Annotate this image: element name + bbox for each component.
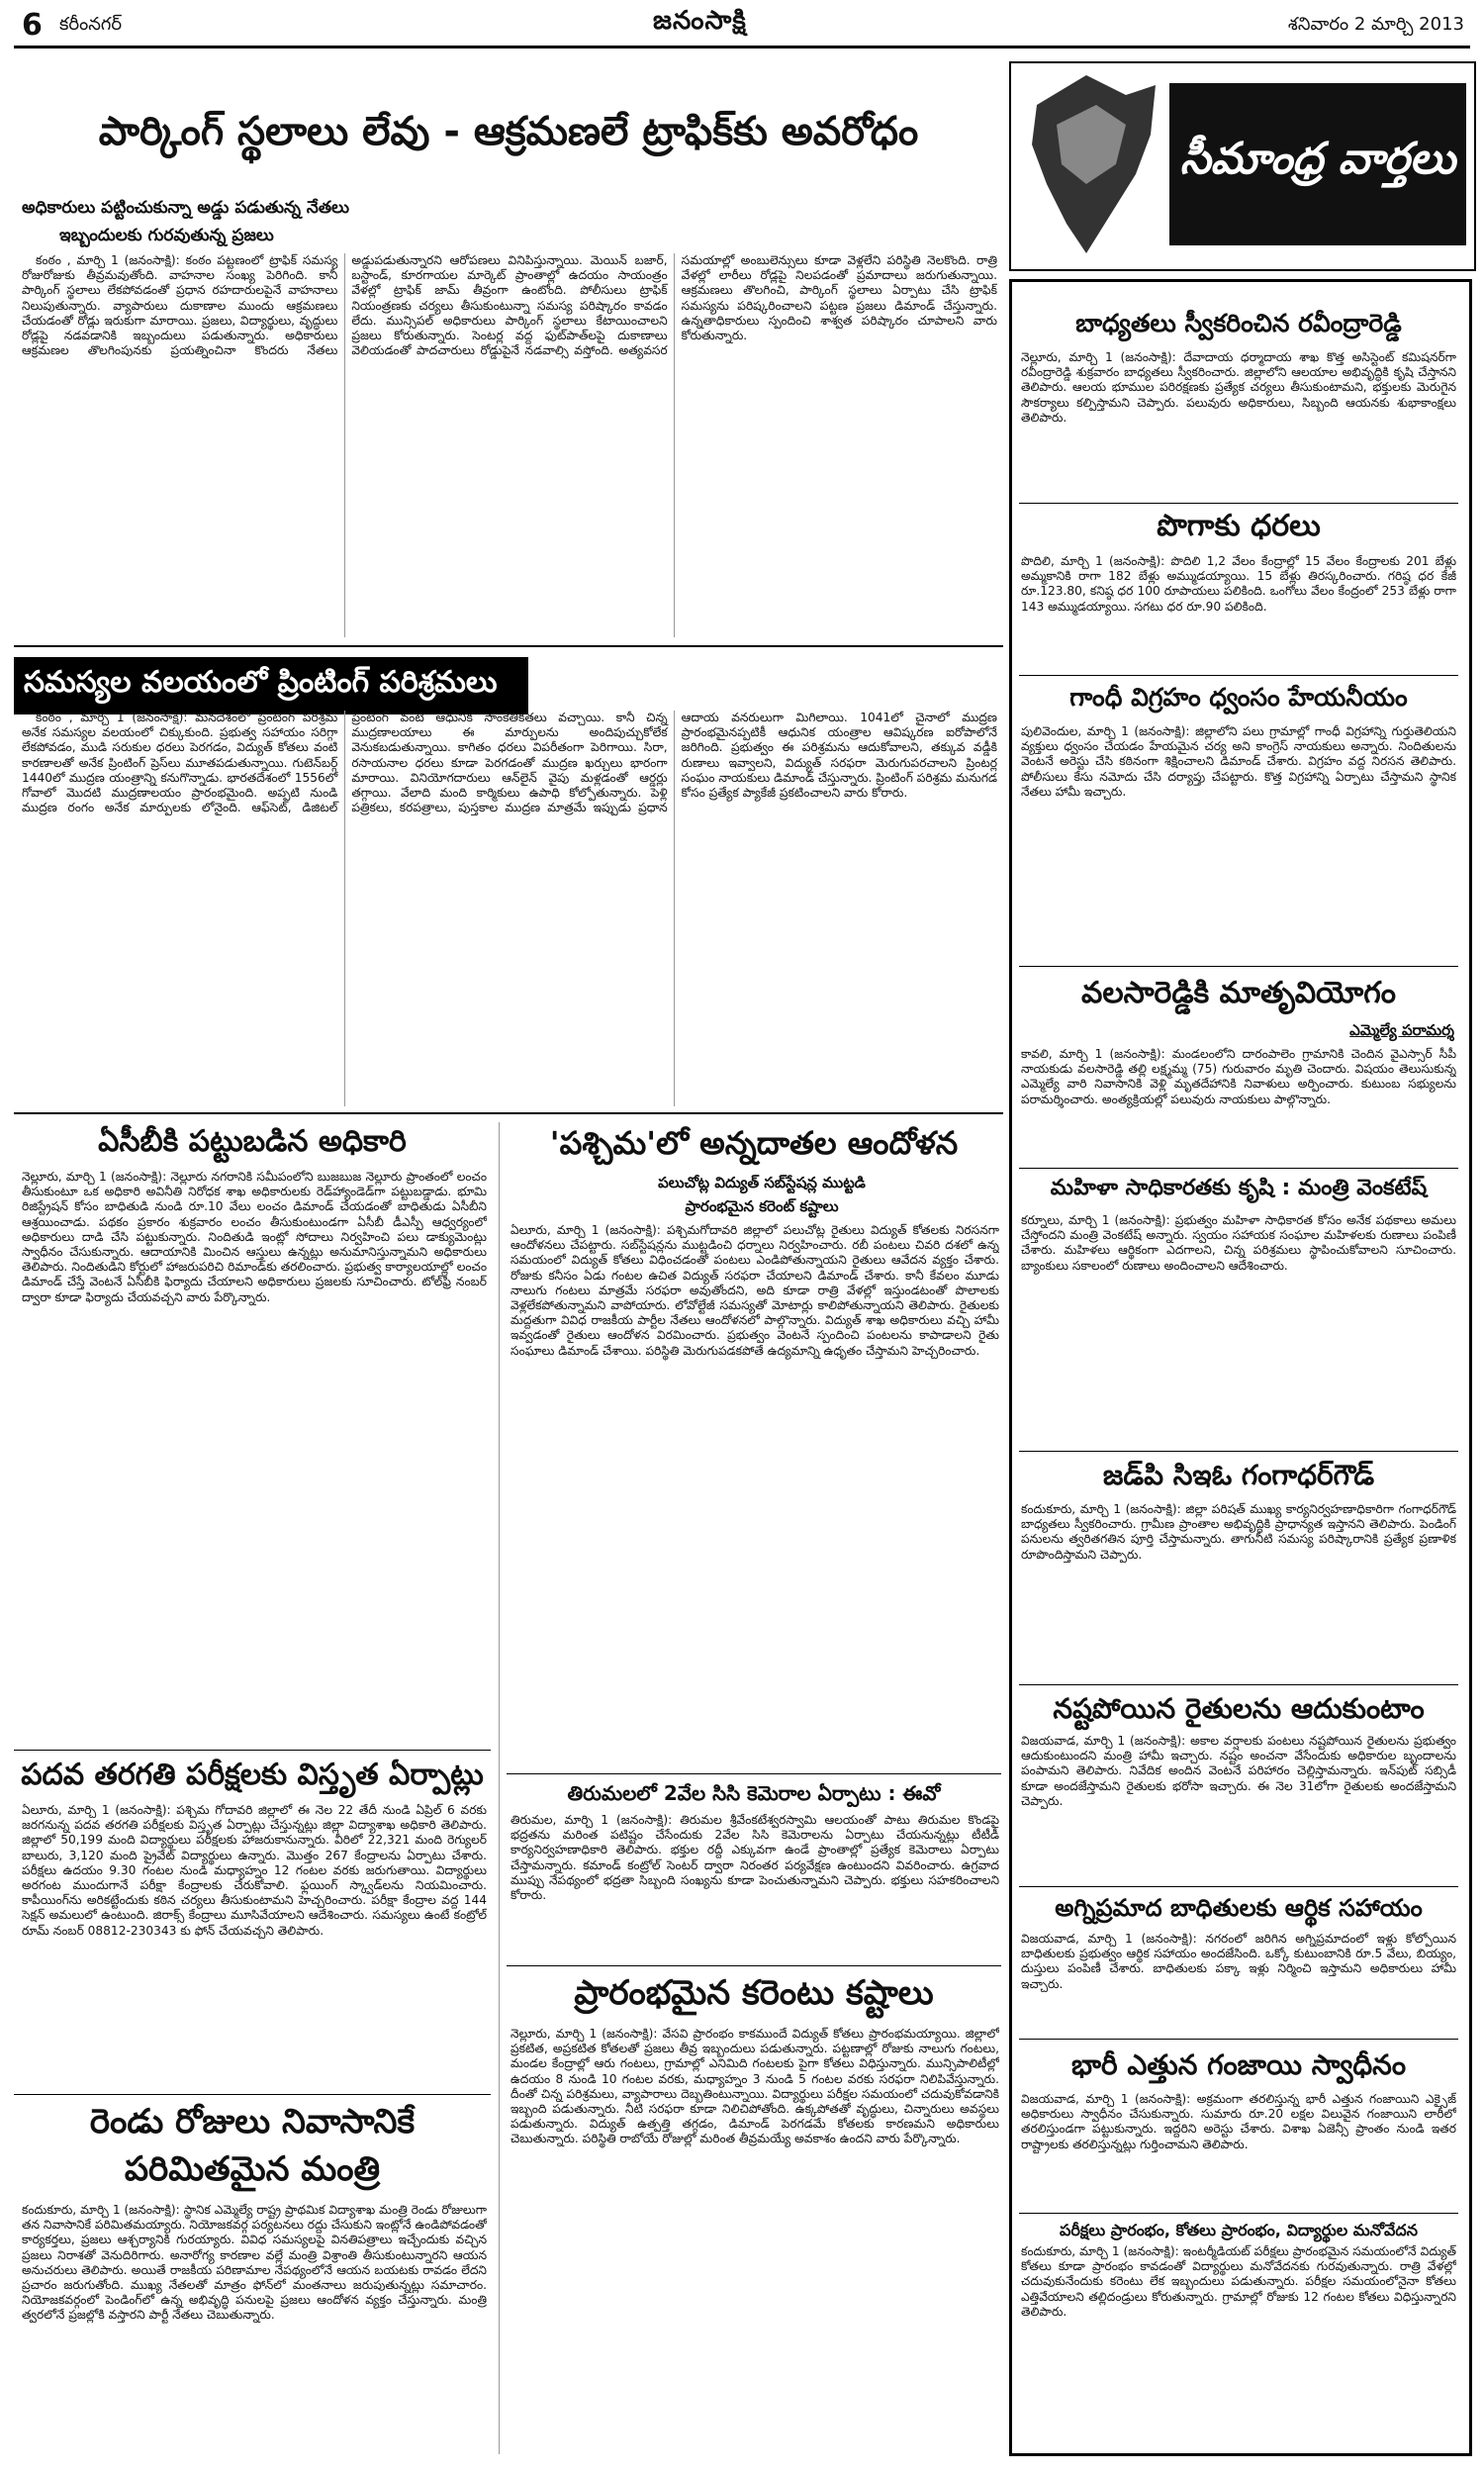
right-10-body: కందుకూరు, మార్చి 1 (జనంసాక్షి): ఇంటర్మీడియట్ పరీక్షలు ప్రారంభమైన సమయంలోనే విద్యుత్ కోతలు కూడా ప్రారంభం కావడంతో విద్యార్థులు మనోవేదనకు గురవుతున్నారు. రాత్రి వేళల్లో చదువుకునేందుకు కరెంటు లేక ఇబ్బందులు పడుతున్నారు. పరీక్షల సమయంలోనైనా కోతలు ఎత్తివేయాలని తల్లిదండ్రులు కోరుతున్నారు. గ్రామాల్లో రోజుకు 12 గంటల కోతలు విధిస్తున్నారని తెలిపారు. xyxy=(1021,2244,1456,2319)
lead-body xyxy=(22,253,997,637)
right-10-headline: పరీక్షలు ప్రారంభం, కోతలు ప్రారంభం, విద్యార్థుల మనోవేదన xyxy=(1060,2221,1418,2239)
right-8-body: విజయవాడ, మార్చి 1 (జనంసాక్షి): నగరంలో జరిగిన అగ్నిప్రమాదంలో ఇళ్లు కోల్పోయిన బాధితులకు ప్రభుత్వం ఆర్థిక సహాయం అందజేసింది. ఒక్కో కుటుంబానికి రూ.5 వేలు, బియ్యం, దుస్తులు పంపిణీ చేశారు. బాధితులకు పక్కా ఇళ్లు నిర్మించి ఇస్తామని అధికారులు హామీ ఇచ్చారు. xyxy=(1021,1932,1456,1991)
farmers-subhead-2: ప్రారంభమైన కరెంట్ కష్టాలు xyxy=(685,1197,839,1215)
right-7-body: విజయవాడ, మార్చి 1 (జనంసాక్షి): అకాల వర్షాలకు పంటలు నష్టపోయిన రైతులను ప్రభుత్వం ఆదుకుంటుందని మంత్రి హామీ ఇచ్చారు. నష్టం అంచనా వేసేందుకు అధికారుల బృందాలను పంపామని తెలిపారు. నివేదిక అందిన వెంటనే పరిహారం చెల్లిస్తామన్నారు. ఇన్‌పుట్ సబ్సిడీ కూడా అందజేస్తామని రైతులకు భరోసా ఇచ్చారు. ఈ నెల 31లోగా రైతులకు అందజేస్తామని చెప్పారు. xyxy=(1021,1734,1456,1808)
right-3-body: పులివెందుల, మార్చి 1 (జనంసాక్షి): జిల్లాలోని పలు గ్రామాల్లో గాంధీ విగ్రహాన్ని గుర్తుతెలియని వ్యక్తులు ధ్వంసం చేయడం హేయమైన చర్య అని కాంగ్రెస్ నాయకులు అన్నారు. నిందితులను వెంటనే అరెస్టు చేసి కఠినంగా శిక్షించాలని డిమాండ్ చేశారు. విగ్రహం వద్ద నిరసన తెలిపారు. పోలీసులు కేసు నమోదు చేసి దర్యాప్తు చేపట్టారు. కొత్త విగ్రహాన్ని ఏర్పాటు చేస్తామని స్థానిక నేతలు హామీ ఇచ్చారు. xyxy=(1021,724,1456,799)
right-divider xyxy=(1019,1451,1458,1452)
seemandhra-banner xyxy=(1009,61,1476,271)
right-divider xyxy=(1019,503,1458,504)
minister-headline-1: రెండు రోజులు నివాసానికే xyxy=(89,2102,416,2141)
printing-body xyxy=(22,711,997,1106)
right-4-body: కావలి, మార్చి 1 (జనంసాక్షి): మండలంలోని దారంపాలెం గ్రామానికి చెందిన వైఎస్సార్ సీపీ నాయకుడు వలసారెడ్డి తల్లి లక్ష్మమ్మ (75) గురువారం మృతి చెందారు. విషయం తెలుసుకున్న ఎమ్మెల్యే వారి నివాసానికి వెళ్లి మృతదేహానికి నివాళులు అర్పించారు. కుటుంబ సభ్యులను పరామర్శించారు. అంత్యక్రియల్లో పలువురు నాయకులు పాల్గొన్నారు. xyxy=(1021,1047,1456,1106)
right-divider xyxy=(1019,1168,1458,1169)
right-7-headline: నష్టపోయిన రైతులను ఆదుకుంటాం xyxy=(1053,1692,1425,1725)
section-rule xyxy=(14,645,1003,647)
right-divider xyxy=(1019,1886,1458,1887)
right-3-headline: గాంధీ విగ్రహం ధ్వంసం హేయనీయం xyxy=(1069,683,1408,712)
right-divider xyxy=(1019,2039,1458,2040)
right-1-body: నెల్లూరు, మార్చి 1 (జనంసాక్షి): దేవాదాయ ధర్మాదాయ శాఖ కొత్త అసిస్టెంట్ కమిషనర్‌గా రవీంద్రారెడ్డి శుక్రవారం బాధ్యతలు స్వీకరించారు. జిల్లాలోని ఆలయాల అభివృద్ధికి కృషి చేస్తానని తెలిపారు. ఆలయ భూముల పరిరక్షణకు ప్రత్యేక చర్యలు తీసుకుంటామని, భక్తులకు మెరుగైన సౌకర్యాలు కల్పిస్తామని చెప్పారు. పలువురు అధికారులు, సిబ్బంది ఆయనకు శుభాకాంక్షలు తెలిపారు. xyxy=(1021,350,1456,425)
cctv-body: తిరుమల, మార్చి 1 (జనంసాక్షి): తిరుమల శ్రీవేంకటేశ్వరస్వామి ఆలయంతో పాటు తిరుమల కొండపై భద్రతను మరింత పటిష్టం చేసేందుకు 2వేల సిసి కెమెరాలను ఏర్పాటు చేయనున్నట్లు టీటీడీ కార్యనిర్వహణాధికారి తెలిపారు. భక్తుల రద్దీ ఎక్కువగా ఉండే ప్రాంతాల్లో ప్రత్యేక కెమెరాలు ఏర్పాటు చేస్తామన్నారు. కమాండ్ కంట్రోల్ సెంటర్ ద్వారా నిరంతర పర్యవేక్షణ ఉంటుందని వివరించారు. ఉగ్రవాద ముప్పు నేపథ్యంలో భద్రతా సిబ్బంది సంఖ్యను కూడా పెంచుతున్నామని చెప్పారు. భక్తులు సహకరించాలని కోరారు. xyxy=(510,1813,999,1903)
page-number: 6 xyxy=(22,8,43,43)
right-1-headline: బాధ్యతలు స్వీకరించిన రవీంద్రారెడ్డి xyxy=(1075,309,1402,337)
right-5-headline: మహిళా సాధికారతకు కృషి : మంత్రి వెంకటేష్ xyxy=(1050,1176,1428,1200)
dateline: శనివారం 2 మార్చి 2013 xyxy=(1287,14,1464,35)
lead-subhead-2: ఇబ్బందులకు గురవుతున్న ప్రజలు xyxy=(59,226,274,245)
farmers-body: ఏలూరు, మార్చి 1 (జనంసాక్షి): పశ్చిమగోదావరి జిల్లాలో పలుచోట్ల రైతులు విద్యుత్ కోతలకు నిరసనగా ఆందోళనలు చేపట్టారు. సబ్‌స్టేషన్లను ముట్టడించి ధర్నాలు నిర్వహించారు. రబీ పంటలు చివరి దశలో ఉన్న సమయంలో విద్యుత్ కోతలు విధించడంతో పంటలు ఎండిపోతున్నాయని రైతులు ఆవేదన వ్యక్తం చేశారు. రోజుకు కనీసం ఏడు గంటల ఉచిత విద్యుత్ సరఫరా చేయాలని డిమాండ్ చేశారు. కానీ కేవలం మూడు నాలుగు గంటలు మాత్రమే సరఫరా అవుతోందని, అది కూడా రాత్రి వేళల్లో ఇస్తుండటంతో పొలాలకు వెళ్లలేకపోతున్నామని వాపోయారు. లోవోల్టేజీ సమస్యతో మోటార్లు కాలిపోతున్నాయని తెలిపారు. రైతులకు మద్దతుగా వివిధ రాజకీయ పార్టీల నేతలు ఆందోళనలో పాల్గొన్నారు. విద్యుత్ శాఖ అధికారులు వచ్చి హామీ ఇవ్వడంతో రైతులు ఆందోళన విరమించారు. ప్రభుత్వం వెంటనే స్పందించి పంటలను కాపాడాలని రైతు సంఘాలు డిమాండ్ చేశాయి. పరిస్థితి మెరుగుపడకపోతే ఉద్యమాన్ని ఉధృతం చేస్తామని హెచ్చరించారు. xyxy=(510,1223,999,1358)
header-rule xyxy=(14,46,1470,48)
farmers-subhead-1: పలుచోట్ల విద్యుత్ సబ్‌స్టేషన్ల ముట్టడి xyxy=(658,1174,866,1191)
right-divider xyxy=(1019,2213,1458,2214)
minister-body: కందుకూరు, మార్చి 1 (జనంసాక్షి): స్థానిక ఎమ్మెల్యే రాష్ట్ర ప్రాథమిక విద్యాశాఖ మంత్రి రెండు రోజులుగా తన నివాసానికే పరిమితమయ్యారు. నియోజకవర్గ పర్యటనలు రద్దు చేసుకుని ఇంట్లోనే ఉండిపోవడంతో కార్యకర్తలు, ప్రజలు ఆశ్చర్యానికి గురయ్యారు. వివిధ సమస్యలపై వినతిపత్రాలు ఇచ్చేందుకు వచ్చిన ప్రజలు నిరాశతో వెనుదిరిగారు. అనారోగ్య కారణాల వల్లే మంత్రి విశ్రాంతి తీసుకుంటున్నారని ఆయన అనుచరులు తెలిపారు. అయితే రాజకీయ పరిణామాల నేపథ్యంలోనే ఆయన బయటకు రావడం లేదని ప్రచారం జరుగుతోంది. ముఖ్య నేతలతో మాత్రం ఫోన్‌లో మంతనాలు జరుపుతున్నట్లు సమాచారం. నియోజకవర్గంలో పెండింగ్‌లో ఉన్న అభివృద్ధి పనులపై ప్రజలు ఆందోళన వ్యక్తం చేస్తున్నారు. మంత్రి త్వరలోనే ప్రజల్లోకి వస్తారని పార్టీ నేతలు చెబుతున్నారు. xyxy=(22,2203,487,2323)
section-rule xyxy=(14,1750,491,1751)
masthead: జనంసాక్షి xyxy=(653,6,747,36)
seemandhra-title: సీమాంధ్ర వార్తలు xyxy=(1169,83,1466,245)
right-8-headline: అగ్నిప్రమాద బాధితులకు ఆర్థిక సహాయం xyxy=(1055,1894,1423,1922)
acb-body: నెల్లూరు, మార్చి 1 (జనంసాక్షి): నెల్లూరు నగరానికి సమీపంలోని బుజబుజ నెల్లూరు ప్రాంతంలో లంచం తీసుకుంటూ ఒక అధికారి అవినీతి నిరోధక శాఖ అధికారులకు రెడ్‌హ్యాండెడ్‌గా పట్టుబడ్డాడు. భూమి రిజిస్ట్రేషన్ కోసం బాధితుడి నుండి రూ.10 వేలు లంచం డిమాండ్ చేయడంతో బాధితుడు ఏసీబీని ఆశ్రయించాడు. పథకం ప్రకారం శుక్రవారం లంచం తీసుకుంటుండగా ఏసీబీ డీఎస్పీ ఆధ్వర్యంలో అధికారులు దాడి చేసి పట్టుకున్నారు. నిందితుడి ఇంట్లో సోదాలు నిర్వహించి పలు డాక్యుమెంట్లు స్వాధీనం చేసుకున్నారు. ఆదాయానికి మించిన ఆస్తులు ఉన్నట్లు అనుమానిస్తున్నామని అధికారులు తెలిపారు. నిందితుడిని కోర్టులో హాజరుపరిచి రిమాండ్‌కు తరలించారు. ప్రభుత్వ కార్యాలయాల్లో లంచం డిమాండ్ చేస్తే వెంటనే ఏసీబీకి ఫిర్యాదు చేయాలని అధికారులు ప్రజలకు సూచించారు. టోల్‌ఫ్రీ నంబర్ ద్వారా కూడా ఫిర్యాదు చేయవచ్చని వారు పేర్కొన్నారు. xyxy=(22,1170,487,1304)
right-divider xyxy=(1019,675,1458,676)
city-label: కరీంనగర్ xyxy=(59,14,122,35)
printing-headline: సమస్యల వలయంలో ప్రింటింగ్ పరిశ్రమలు xyxy=(14,657,528,714)
current-headline: ప్రారంభమైన కరెంటు కష్టాలు xyxy=(574,1973,934,2013)
right-divider xyxy=(1019,1684,1458,1685)
lead-headline: పార్కింగ్ స్థలాలు లేవు - ఆక్రమణలే ట్రాఫిక్‌కు అవరోధం xyxy=(98,109,919,154)
section-rule xyxy=(14,2094,491,2095)
right-divider xyxy=(1019,966,1458,967)
section-rule xyxy=(14,1112,1003,1114)
exams-headline: పదవ తరగతి పరీక్షలకు విస్తృత ఏర్పాట్లు xyxy=(21,1758,484,1792)
right-6-body: కందుకూరు, మార్చి 1 (జనంసాక్షి): జిల్లా పరిషత్ ముఖ్య కార్యనిర్వహణాధికారిగా గంగాధర్‌గౌడ్ బాధ్యతలు స్వీకరించారు. గ్రామీణ ప్రాంతాల అభివృద్ధికి ప్రాధాన్యత ఇస్తానని తెలిపారు. పెండింగ్ పనులను త్వరితగతిన పూర్తి చేస్తామన్నారు. తాగునీటి సమస్య పరిష్కారానికి ప్రత్యేక ప్రణాళిక రూపొందిస్తామని చెప్పారు. xyxy=(1021,1502,1456,1562)
acb-headline: ఏసీబీకి పట్టుబడిన అధికారి xyxy=(98,1124,407,1159)
lead-body-text: కంఠం , మార్చి 1 (జనంసాక్షి): కంఠం పట్టణంలో ట్రాఫిక్ సమస్య రోజురోజుకు తీవ్రమవుతోంది. వాహనాల సంఖ్య పెరిగింది. కానీ పార్కింగ్ స్థలాలు లేకపోవడంతో ప్రధాన రహదారులపైనే వాహనాలు నిలుపుతున్నారు. వ్యాపారులు దుకాణాల ముందు ఆక్రమణలు చేయడంతో రోడ్లు ఇరుకుగా మారాయి. ప్రజలు, విద్యార్థులు, వృద్ధులు రోడ్లపై నడవడానికి ఇబ్బందులు పడుతున్నారు. అధికారులు ఆక్రమణల తొలగింపునకు ప్రయత్నించినా కొందరు నేతలు అడ్డుపడుతున్నారని ఆరోపణలు వినిపిస్తున్నాయి. మెయిన్ బజార్, బస్టాండ్, కూరగాయల మార్కెట్ ప్రాంతాల్లో ఉదయం సాయంత్రం వేళల్లో ట్రాఫిక్ జామ్ తీవ్రంగా ఉంటోంది. పోలీసులు ట్రాఫిక్ నియంత్రణకు చర్యలు తీసుకుంటున్నా సమస్య పరిష్కారం కావడం లేదు. మున్సిపల్ అధికారులు పార్కింగ్ స్థలాలు కేటాయించాలని ప్రజలు కోరుతున్నారు. సెంటర్ల వద్ద ఫుట్‌పాత్‌లపై దుకాణాలు వెలియడంతో పాదచారులు రోడ్డుపైనే నడవాల్సి వస్తోంది. అత్యవసర సమయాల్లో అంబులెన్సులు కూడా వెళ్లలేని పరిస్థితి నెలకొంది. రాత్రి వేళల్లో లారీలు రోడ్లపై నిలపడంతో ప్రమాదాలు జరుగుతున్నాయి. ఆక్రమణలు తొలగించి, పార్కింగ్ స్థలాలు ఏర్పాటు చేసి ట్రాఫిక్ సమస్యను పరిష్కరించాలని పట్టణ ప్రజలు డిమాండ్ చేస్తున్నారు. ఉన్నతాధికారులు స్పందించి శాశ్వత పరిష్కారం చూపాలని వారు కోరుతున్నారు. xyxy=(22,253,997,358)
right-6-headline: జడ్‌పి సిఇఓ గంగాధర్‌గౌడ్ xyxy=(1102,1459,1375,1491)
column-rule xyxy=(499,1122,500,2454)
printing-body-text: కంఠం , మార్చి 1 (జనంసాక్షి): మనదేశంలో ప్రింటింగ్ పరిశ్రమ అనేక సమస్యల వలయంలో చిక్కుకుంది. ప్రభుత్వ సహాయం సరిగ్గా లేకపోవడం, ముడి సరుకుల ధరలు పెరగడం, విద్యుత్ కోతలు వంటి కారణాలతో అనేక ప్రింటింగ్ ప్రెస్‌లు మూతపడుతున్నాయి. గుటెన్‌బర్గ్ 1440లో ముద్రణ యంత్రాన్ని కనుగొన్నాడు. భారతదేశంలో 1556లో గోవాలో మొదటి ముద్రణాలయం ప్రారంభమైంది. అప్పటి నుండి ముద్రణ రంగం అనేక మార్పులకు లోనైంది. ఆఫ్‌సెట్, డిజిటల్ ప్రింటింగ్ వంటి ఆధునిక సాంకేతికతలు వచ్చాయి. కానీ చిన్న ముద్రణాలయాలు ఈ మార్పులను అందిపుచ్చుకోలేక వెనుకబడుతున్నాయి. కాగితం ధరలు విపరీతంగా పెరిగాయి. సిరా, రసాయనాల ధరలు కూడా పెరగడంతో ముద్రణ ఖర్చులు భారంగా మారాయి. వినియోగదారులు ఆన్‌లైన్ వైపు మళ్లడంతో ఆర్డర్లు తగ్గాయి. వేలాది మంది కార్మికులు ఉపాధి కోల్పోతున్నారు. పెళ్లి పత్రికలు, కరపత్రాలు, పుస్తకాల ముద్రణ మాత్రమే ఇప్పుడు ప్రధాన ఆదాయ వనరులుగా మిగిలాయి. 1041లో చైనాలో ముద్రణ ప్రారంభమైనప్పటికీ ఆధునిక యంత్రాల ఆవిష్కరణ ఐరోపాలోనే జరిగింది. ప్రభుత్వం ఈ పరిశ్రమను ఆదుకోవాలని, తక్కువ వడ్డీకి రుణాలు ఇవ్వాలని, విద్యుత్ సరఫరా మెరుగుపరచాలని ప్రింటర్ల సంఘం నాయకులు డిమాండ్ చేస్తున్నారు. ప్రింటింగ్ పరిశ్రమ మనుగడ కోసం ప్రత్యేక ప్యాకేజీ ప్రకటించాలని వారు కోరారు. xyxy=(22,711,997,815)
farmers-headline: 'పశ్చిమ'లో అన్నదాతల ఆందోళన xyxy=(549,1124,959,1162)
section-rule xyxy=(507,1773,1001,1774)
exams-body: ఏలూరు, మార్చి 1 (జనంసాక్షి): పశ్చిమ గోదావరి జిల్లాలో ఈ నెల 22 తేదీ నుండి ఏప్రిల్ 6 వరకు జరగనున్న పదవ తరగతి పరీక్షలకు విస్తృత ఏర్పాట్లు చేస్తున్నట్లు జిల్లా విద్యాశాఖ అధికారి తెలిపారు. జిల్లాలో 50,199 మంది విద్యార్థులు పరీక్షలకు హాజరుకానున్నారు. వీరిలో 22,321 మంది రెగ్యులర్ బాలురు, 3,120 మంది ప్రైవేట్ విద్యార్థులు ఉన్నారు. మొత్తం 267 కేంద్రాలను ఏర్పాటు చేశారు. పరీక్షలు ఉదయం 9.30 గంటల నుండి మధ్యాహ్నం 12 గంటల వరకు జరుగుతాయి. విద్యార్థులు అరగంట ముందుగానే పరీక్షా కేంద్రాలకు చేరుకోవాలి. ఫ్లయింగ్ స్క్వాడ్‌లను నియమించారు. కాపీయింగ్‌ను అరికట్టేందుకు కఠిన చర్యలు తీసుకుంటామని హెచ్చరించారు. పరీక్షా కేంద్రాల వద్ద 144 సెక్షన్ అమలులో ఉంటుంది. జిరాక్స్ కేంద్రాలు మూసివేయాలని ఆదేశించారు. సమస్యలు ఉంటే కంట్రోల్ రూమ్ నంబర్ 08812-230343 కు ఫోన్ చేయవచ్చని తెలిపారు. xyxy=(22,1803,487,1938)
cctv-headline: తిరుమలలో 2వేల సిసి కెమెరాల ఏర్పాటు : ఈవో xyxy=(567,1781,941,1805)
lead-subhead-1: అధికారులు పట్టించుకున్నా అడ్డు పడుతున్న నేతలు xyxy=(22,198,349,218)
right-9-body: విజయవాడ, మార్చి 1 (జనంసాక్షి): అక్రమంగా తరలిస్తున్న భారీ ఎత్తున గంజాయిని ఎక్సైజ్ అధికారులు స్వాధీనం చేసుకున్నారు. సుమారు రూ.20 లక్షల విలువైన గంజాయిని లారీలో తరలిస్తుండగా పట్టుకున్నారు. ఇద్దరిని అరెస్టు చేశారు. విశాఖ ఏజెన్సీ ప్రాంతం నుండి ఇతర రాష్ట్రాలకు తరలిస్తున్నట్లు గుర్తించామని తెలిపారు. xyxy=(1021,2092,1456,2151)
minister-headline-2: పరిమితమైన మంత్రి xyxy=(124,2149,381,2189)
right-4-headline: వలసారెడ్డికి మాతృవియోగం xyxy=(1081,976,1396,1010)
current-body: నెల్లూరు, మార్చి 1 (జనంసాక్షి): వేసవి ప్రారంభం కాకముందే విద్యుత్ కోతలు ప్రారంభమయ్యాయి. జిల్లాలో ప్రకటిత, అప్రకటిత కోతలతో ప్రజలు తీవ్ర ఇబ్బందులు పడుతున్నారు. పట్టణాల్లో రోజుకు నాలుగు గంటలు, మండల కేంద్రాల్లో ఆరు గంటలు, గ్రామాల్లో ఎనిమిది గంటలకు పైగా కోతలు విధిస్తున్నారు. మున్సిపాలిటీల్లో ఉదయం 8 నుండి 10 గంటల వరకు, మధ్యాహ్నం 3 నుండి 5 గంటల వరకు సరఫరా నిలిపివేస్తున్నారు. దీంతో చిన్న పరిశ్రమలు, వ్యాపారాలు దెబ్బతింటున్నాయి. విద్యార్థులు పరీక్షల సమయంలో చదువుకోవడానికి ఇబ్బంది పడుతున్నారు. నీటి సరఫరా కూడా నిలిచిపోతోంది. ఉక్కపోతతో వృద్ధులు, చిన్నారులు అవస్థలు పడుతున్నారు. విద్యుత్ ఉత్పత్తి తగ్గడం, డిమాండ్ పెరగడమే కోతలకు కారణమని అధికారులు చెబుతున్నారు. పరిస్థితి రాబోయే రోజుల్లో మరింత తీవ్రమయ్యే అవకాశం ఉందని వారు పేర్కొన్నారు. xyxy=(510,2027,999,2146)
right-5-body: కర్నూలు, మార్చి 1 (జనంసాక్షి): ప్రభుత్వం మహిళా సాధికారత కోసం అనేక పథకాలు అమలు చేస్తోందని మంత్రి వెంకటేష్ అన్నారు. స్వయం సహాయక సంఘాల మహిళలకు రుణాలు పంపిణీ చేశారు. మహిళలు ఆర్థికంగా ఎదగాలని, చిన్న పరిశ్రమలు స్థాపించుకోవాలని సూచించారు. బ్యాంకులు సకాలంలో రుణాలు అందించాలని ఆదేశించారు. xyxy=(1021,1213,1456,1273)
right-9-headline: భారీ ఎత్తున గంజాయి స్వాధీనం xyxy=(1070,2048,1407,2081)
andhra-map-icon xyxy=(1017,65,1165,263)
right-2-body: పొదిలి, మార్చి 1 (జనంసాక్షి): పొదిలి 1,2 వేలం కేంద్రాల్లో 15 వేలం కేంద్రాలకు 201 బేళ్లు అమ్మకానికి రాగా 182 బేళ్లు అమ్ముడయ్యాయి. 15 బేళ్లు తిరస్కరించారు. గరిష్ఠ ధర కేజీ రూ.123.80, కనిష్ఠ ధర 100 రూపాయలు పలికింది. ఒంగోలు వేలం కేంద్రంలో 253 బేళ్లు రాగా 143 అమ్ముడయ్యాయి. సగటు ధర రూ.90 పలికింది. xyxy=(1021,554,1456,614)
right-4-byline: ఎమ్మెల్యే పరామర్శ xyxy=(1349,1021,1454,1039)
right-2-headline: పొగాకు ధరలు xyxy=(1157,509,1321,543)
section-rule xyxy=(507,1965,1001,1966)
